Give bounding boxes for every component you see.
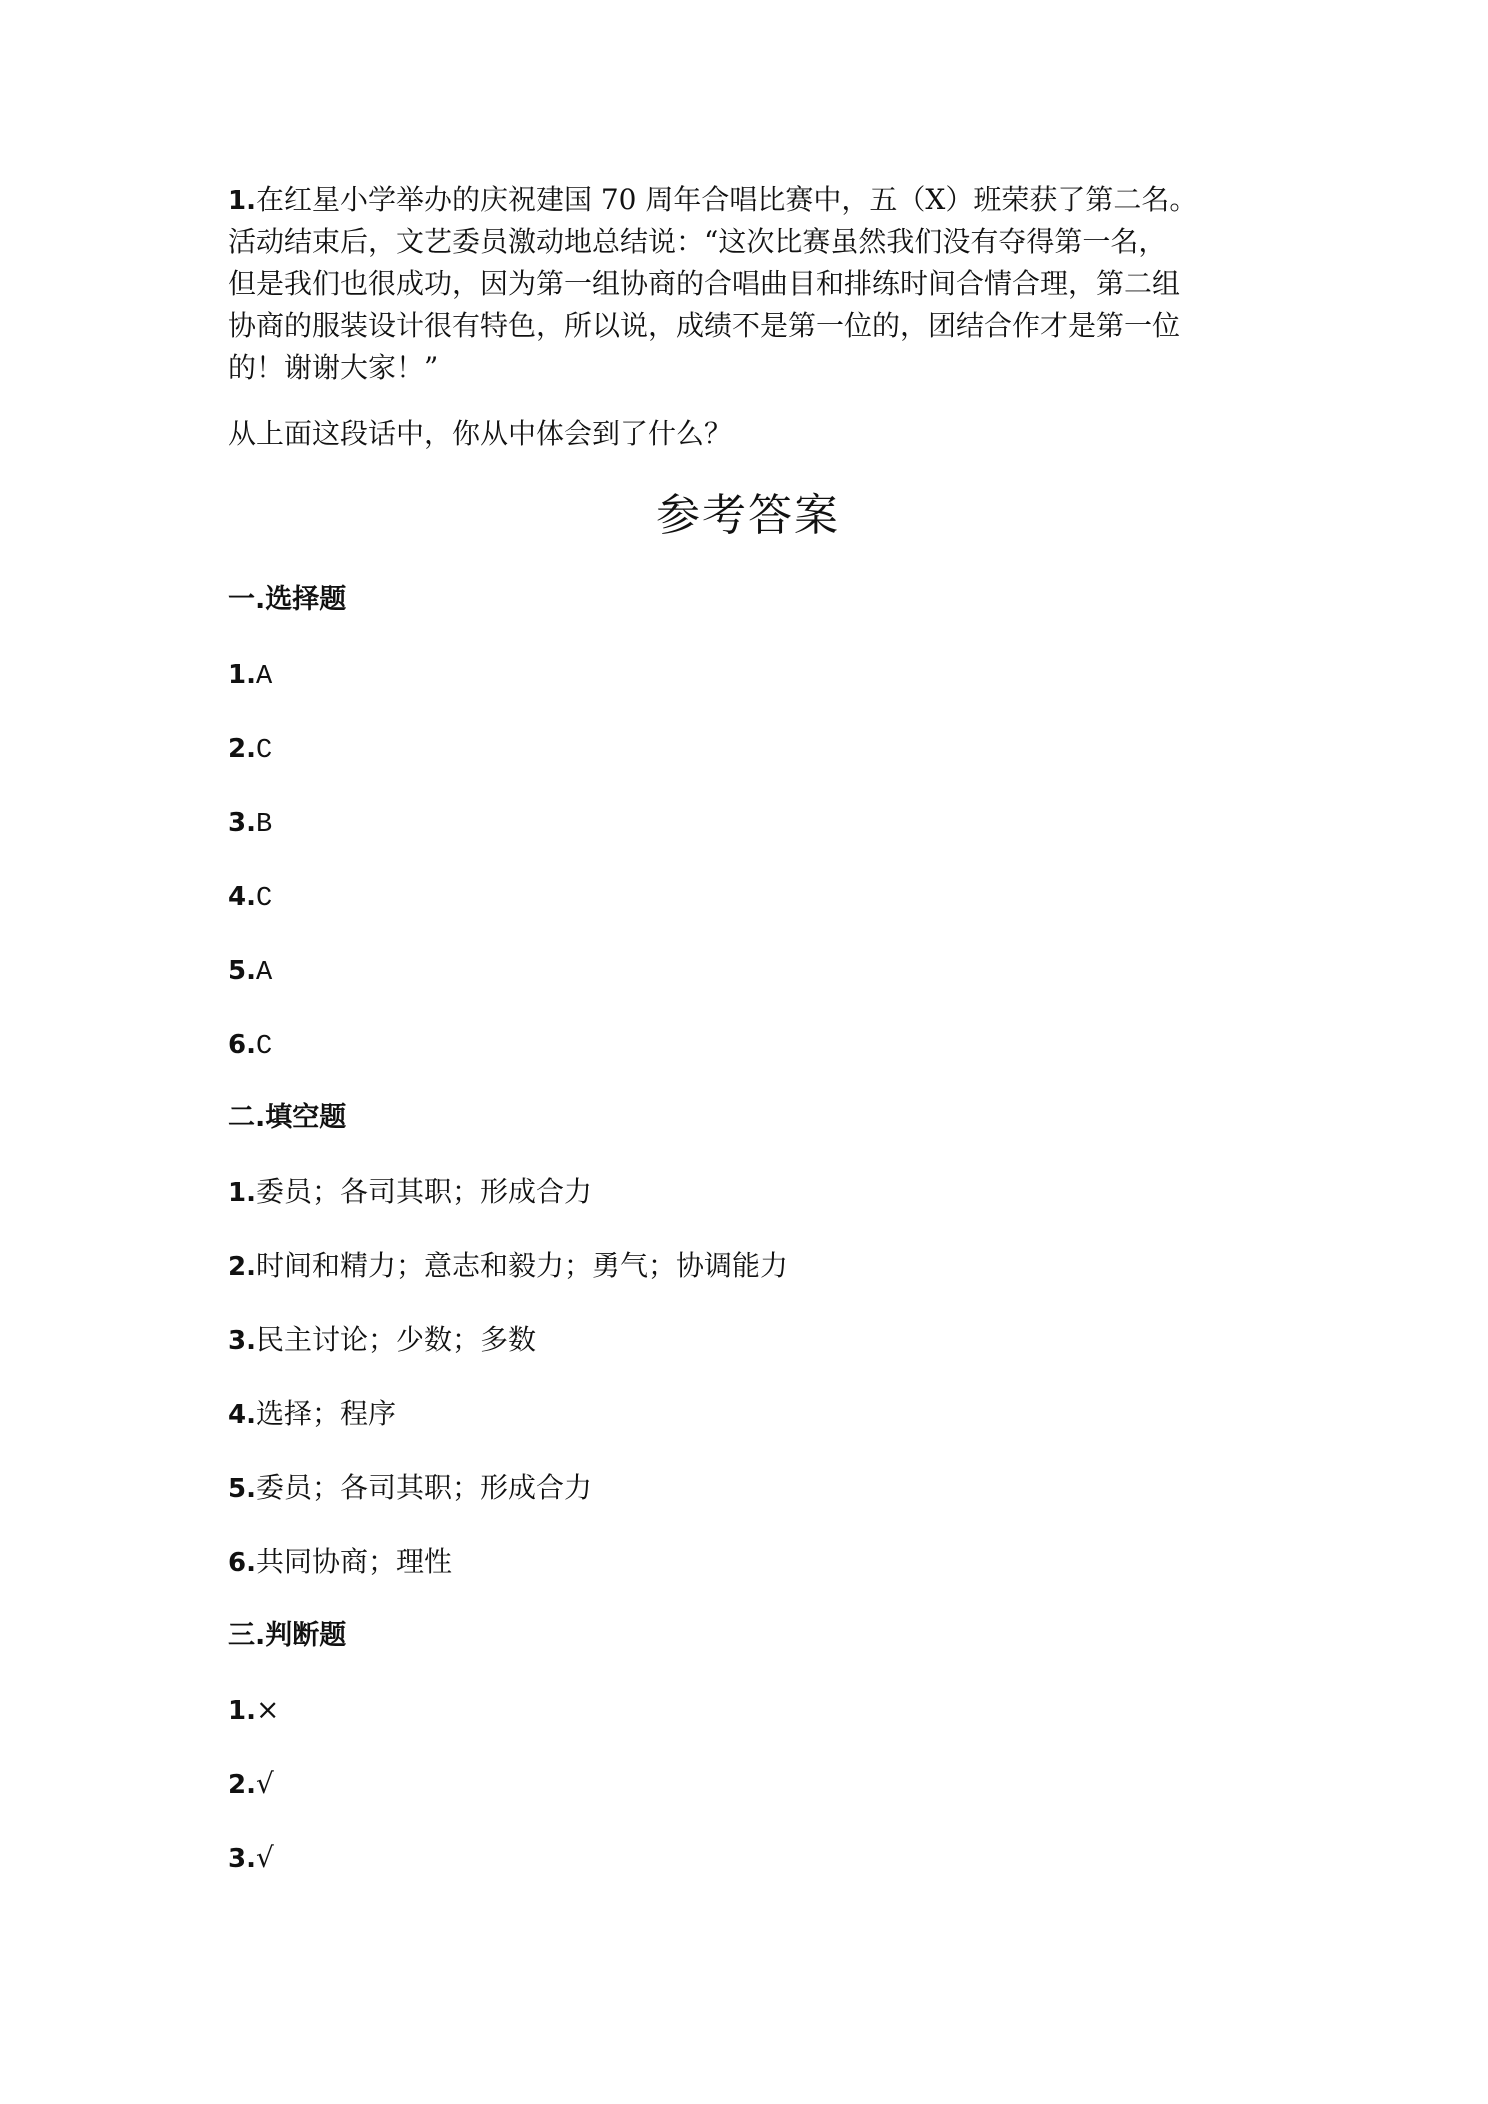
- section-heading-fill: 二.填空题: [228, 1102, 347, 1133]
- document-page: [228, 0, 1268, 2104]
- answer-item: [228, 1172, 592, 1213]
- question-prompt: [228, 414, 732, 454]
- answer-number: 2.: [228, 1770, 256, 1800]
- answer-value: A: [255, 662, 273, 692]
- answer-number: 6.: [228, 1030, 256, 1060]
- answer-value: 委员；各司其职；形成合力: [255, 1471, 592, 1504]
- question-text-line: 的！谢谢大家！”: [228, 351, 439, 384]
- answer-item: [228, 1024, 272, 1067]
- answer-item: [228, 1690, 279, 1731]
- answer-item: [228, 1468, 592, 1509]
- answer-item: [228, 1764, 274, 1805]
- question-text-line: 协商的服装设计很有特色，所以说，成绩不是第一位的，团结合作才是第一位: [228, 309, 1181, 342]
- question-line-3: [228, 264, 1180, 304]
- answer-item: [228, 802, 272, 845]
- answer-item: [228, 654, 272, 697]
- answer-number: 3.: [228, 808, 256, 838]
- answer-item: [228, 1542, 452, 1583]
- answer-item: [228, 728, 272, 771]
- answer-value: A: [255, 958, 273, 988]
- answer-value: B: [255, 810, 273, 840]
- answer-number: 1.: [228, 660, 256, 690]
- answer-value: C: [255, 884, 273, 914]
- answer-title: 参考答案: [656, 490, 840, 541]
- answer-number: 1.: [228, 1178, 256, 1208]
- answer-number: 3.: [228, 1326, 256, 1356]
- question-text-line: 活动结束后，文艺委员激动地总结说：“这次比赛虽然我们没有夺得第一名，: [228, 225, 1167, 258]
- answer-item: [228, 876, 272, 919]
- answer-number: 5.: [228, 1474, 256, 1504]
- answer-number: 1.: [228, 1696, 256, 1726]
- answer-item: [228, 1394, 396, 1435]
- answer-item: [228, 950, 272, 993]
- answer-value: ×: [255, 1693, 280, 1726]
- question-line-4: [228, 306, 1180, 346]
- answer-value: 选择；程序: [255, 1397, 396, 1430]
- question-number: 1.: [228, 186, 256, 216]
- answer-number: 5.: [228, 956, 256, 986]
- answer-value: 委员；各司其职；形成合力: [255, 1175, 592, 1208]
- answer-value: 民主讨论；少数；多数: [255, 1323, 536, 1356]
- answer-number: 4.: [228, 882, 256, 912]
- answer-value: √: [255, 1767, 274, 1800]
- section-heading-choice: 一.选择题: [228, 584, 347, 615]
- answer-value: 共同协商；理性: [255, 1545, 452, 1578]
- answer-item: [228, 1246, 788, 1287]
- answer-number: 4.: [228, 1400, 256, 1430]
- answer-number: 6.: [228, 1548, 256, 1578]
- question-prompt-text: 从上面这段话中，你从中体会到了什么？: [228, 417, 733, 450]
- answer-item: [228, 1320, 536, 1361]
- question-line-1: [228, 180, 1197, 221]
- answer-number: 2.: [228, 1252, 256, 1282]
- section-heading-judge: 三.判断题: [228, 1620, 347, 1651]
- answer-value: C: [255, 736, 273, 766]
- question-text-line: 在红星小学举办的庆祝建国 70 周年合唱比赛中，五（X）班荣获了第二名。: [255, 183, 1198, 216]
- answer-value: C: [255, 1032, 273, 1062]
- answer-item: [228, 1838, 274, 1879]
- answer-number: 3.: [228, 1844, 256, 1874]
- answer-number: 2.: [228, 734, 256, 764]
- answer-value: 时间和精力；意志和毅力；勇气；协调能力: [255, 1249, 788, 1282]
- question-line-5: [228, 348, 438, 388]
- question-text-line: 但是我们也很成功，因为第一组协商的合唱曲目和排练时间合情合理，第二组: [228, 267, 1181, 300]
- answer-value: √: [255, 1841, 274, 1874]
- question-line-2: [228, 222, 1166, 262]
